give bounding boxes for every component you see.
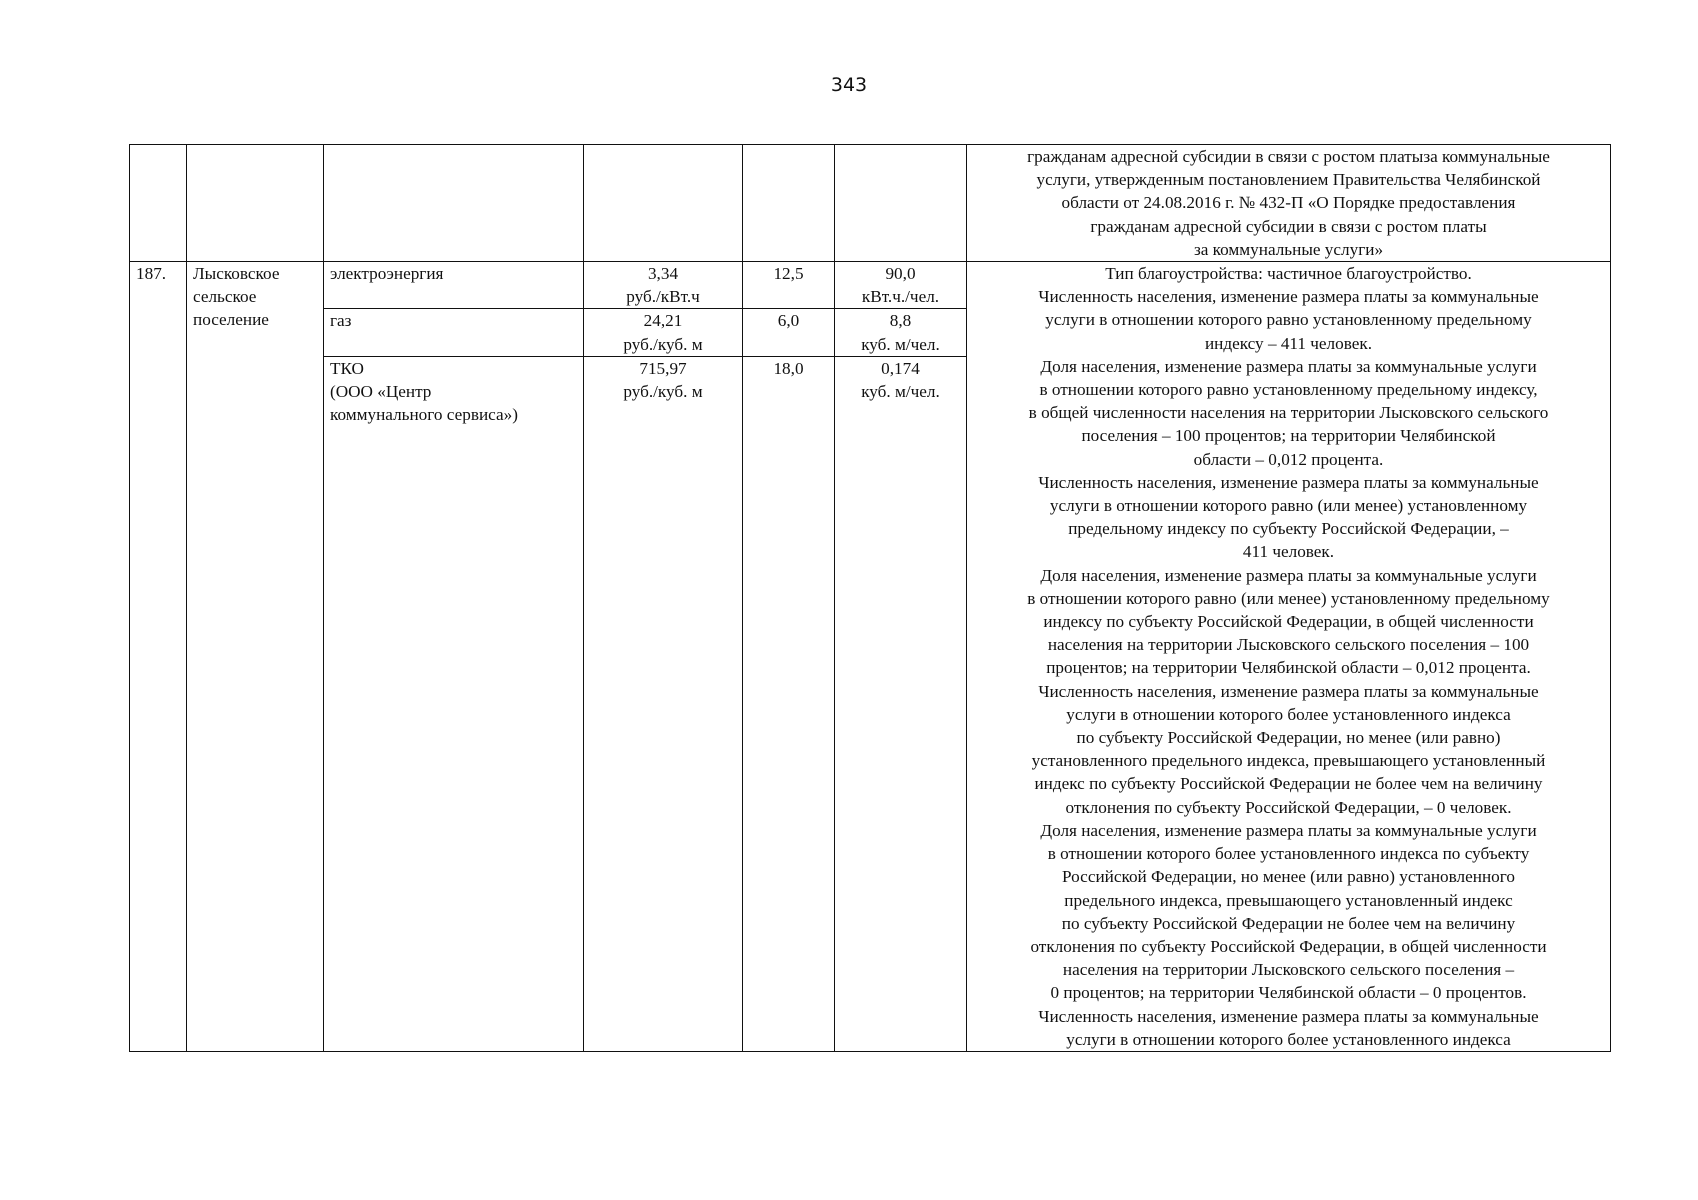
service-name-line: газ [330,311,352,331]
description-line: индексу – 411 человек. [1204,333,1373,353]
description-line: индексу по субъекту Российской Федерации, в общей численности [1043,612,1534,632]
continuation-row [130,145,1611,262]
description-line: услуги в отношении которого более установленного индекса [1066,1029,1511,1049]
tariff-electricity [584,262,743,309]
page-number: 343 [830,74,868,96]
settlement-line: Лысковское [193,264,280,284]
description-line: услуги в отношении которого более установленного индекса [1066,704,1511,724]
cont-description-line: гражданам адресной субсидии в связи с ростом платыза коммунальные [1027,147,1550,166]
description-line: населения на территории Лысковского сельского поселения – 100 [1047,635,1530,655]
cont-cell-tariff [584,145,743,262]
volume-electricity [835,262,967,309]
description-line: Численность населения, изменение размера платы за коммунальные [1038,1006,1539,1026]
description-line: 411 человек. [1242,542,1335,562]
volume-gas [835,309,967,356]
volume-value: 0,174 [881,358,920,378]
volume-value: 8,8 [889,311,912,331]
service-name-line: ТКО [330,358,364,378]
description-line: отклонения по субъекту Российской Федерации, – 0 человек. [1065,797,1512,817]
description-line: Доля населения, изменение размера платы за коммунальные услуги [1040,565,1537,585]
description-line: населения на территории Лысковского сельского поселения – [1062,960,1515,980]
index-gas: 6,0 [743,309,835,356]
description-line: процентов; на территории Челябинской области – 0,012 процента. [1046,658,1531,678]
service-name-waste [324,356,584,1051]
description-line: Доля населения, изменение размера платы за коммунальные услуги [1040,356,1537,376]
volume-value: 90,0 [885,264,916,284]
entry-number: 187. [130,262,187,1052]
tariff-value: 3,34 [647,264,679,284]
service-name-line: (ООО «Центр [330,382,432,402]
cont-cell-description [967,145,1611,262]
tariff-unit: руб./куб. м [623,334,703,354]
volume-unit: куб. м/чел. [861,334,940,354]
description-line: в отношении которого равно (или менее) установленному предельному [1027,588,1550,608]
cont-description-line: услуги, утвержденным постановлением Правительства Челябинской [1036,170,1541,190]
tariff-value: 715,97 [639,358,687,378]
description-line: в отношении которого равно установленному предельному индексу, [1039,380,1538,400]
description-line: по субъекту Российской Федерации не более чем на величину [1061,913,1516,933]
description-line: области – 0,012 процента. [1193,449,1384,469]
cont-description-line: за коммунальные услуги» [1193,239,1384,259]
description-line: Российской Федерации, но менее (или равно) установленного [1062,867,1515,887]
description-line: установленного предельного индекса, превышающего установленный [1031,751,1546,771]
description-line: индекс по субъекту Российской Федерации не более чем на величину [1034,774,1543,794]
description-line: Численность населения, изменение размера платы за коммунальные [1038,287,1539,307]
volume-unit: куб. м/чел. [861,382,940,402]
volume-waste [835,356,967,1051]
tariff-value: 24,21 [643,311,683,331]
cont-description-line: области от 24.08.2016 г. № 432-П «О Порядке предоставления [1061,193,1516,213]
description-line: в отношении которого более установленного индекса по субъекту [1047,844,1530,864]
settlement-line: поселение [193,310,269,330]
description-line: по субъекту Российской Федерации, но менее (или равно) [1076,728,1501,748]
description-line: 0 процентов; на территории Челябинской области – 0 процентов. [1050,983,1527,1003]
entry-row-electricity [130,262,1611,309]
cont-cell-settlement [187,145,324,262]
description-line: поселения – 100 процентов; на территории Челябинской [1081,426,1496,446]
tariff-unit: руб./куб. м [623,382,703,402]
service-name-line: электроэнергия [330,264,444,284]
volume-unit: кВт.ч./чел. [861,287,940,307]
description-line: Численность населения, изменение размера платы за коммунальные [1038,681,1539,701]
index-waste: 18,0 [743,356,835,1051]
cont-cell-volume [835,145,967,262]
service-name-gas [324,309,584,356]
description-line: отклонения по субъекту Российской Федерации, в общей численности [1030,936,1547,956]
service-name-line: коммунального сервиса») [330,405,518,425]
service-name-electricity [324,262,584,309]
cont-cell-index [743,145,835,262]
entry-description [967,262,1611,1052]
description-line: Тип благоустройства: частичное благоустройство. [1105,264,1472,284]
description-line: услуги в отношении которого равно (или менее) установленному [1049,496,1528,516]
settlement-line: сельское [193,287,257,307]
entry-settlement [187,262,324,1052]
tariff-unit: руб./кВт.ч [626,287,700,307]
cont-description-line: гражданам адресной субсидии в связи с ростом платы [1090,216,1487,236]
cont-cell-service [324,145,584,262]
description-line: Доля населения, изменение размера платы за коммунальные услуги [1040,820,1537,840]
description-line: в общей численности населения на территории Лысковского сельского [1028,403,1549,423]
tariff-waste [584,356,743,1051]
tariff-gas [584,309,743,356]
description-line: предельному индексу по субъекту Российской Федерации, – [1068,519,1509,539]
index-electricity: 12,5 [743,262,835,309]
tariff-table [129,144,1611,1052]
description-line: предельного индекса, превышающего установленный индекс [1064,890,1513,910]
description-line: Численность населения, изменение размера платы за коммунальные [1038,472,1539,492]
cont-cell-number [130,145,187,262]
description-line: услуги в отношении которого равно установленному предельному [1045,310,1532,330]
